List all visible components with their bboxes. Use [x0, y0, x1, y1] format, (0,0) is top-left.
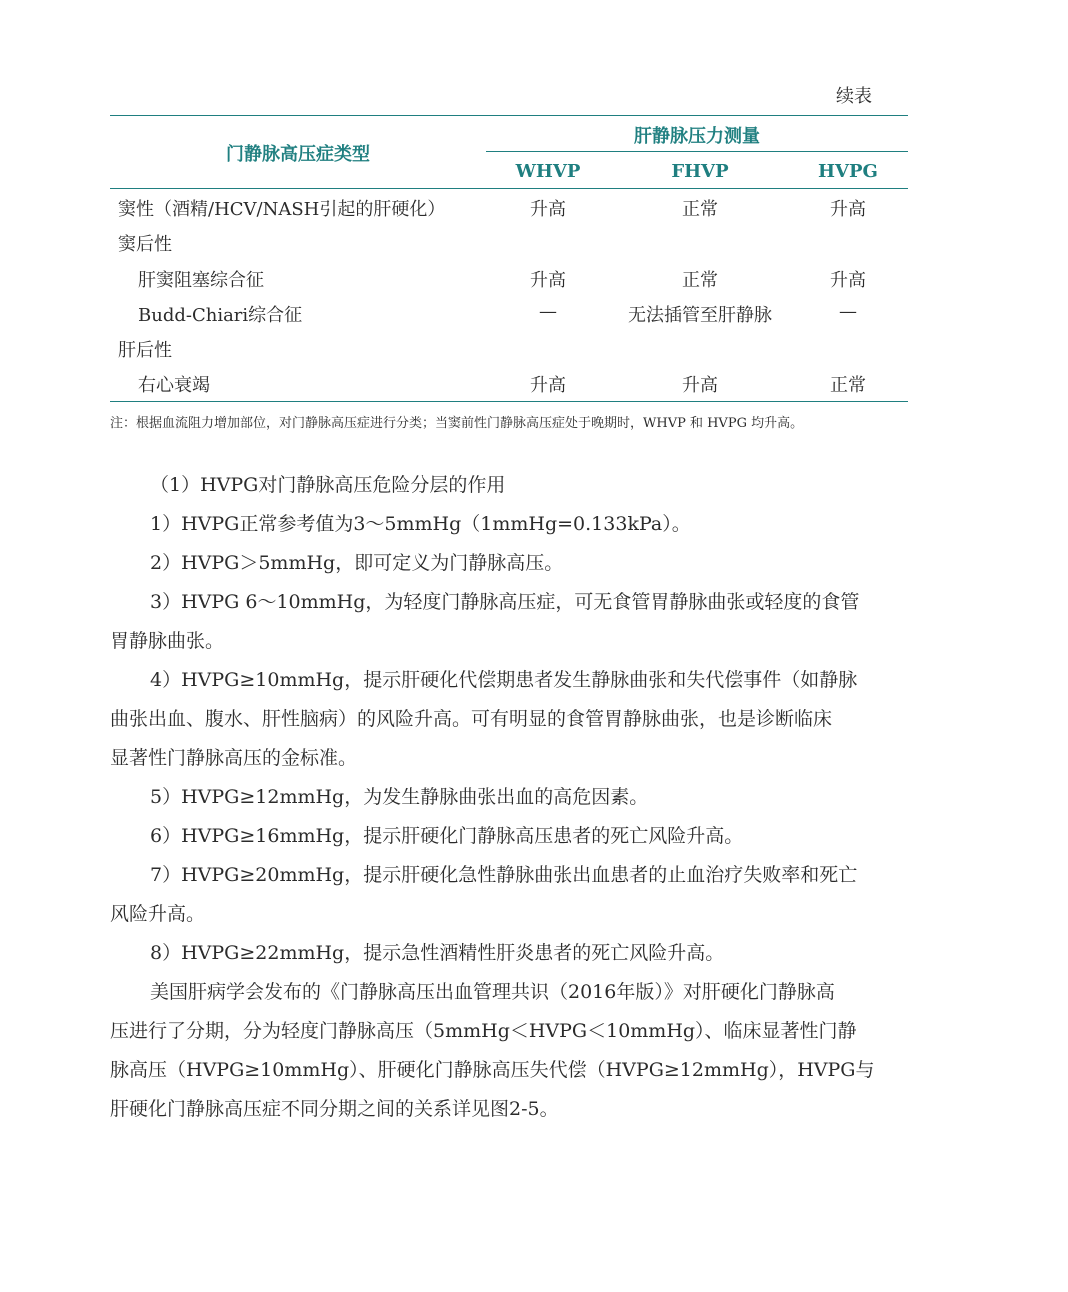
header-group: 肝静脉压力测量 — [634, 126, 760, 147]
paragraph-line: 脉高压（HVPG≥10mmHg）、肝硬化门静脉高压失代偿（HVPG≥12mmHg），HVPG与 — [110, 1059, 875, 1081]
paragraph-line: 6）HVPG≥16mmHg，提示肝硬化门静脉高压患者的死亡风险升高。 — [150, 825, 744, 847]
row-label: 肝后性 — [118, 340, 172, 362]
table-row — [110, 189, 908, 224]
cell-fhvp: 无法插管至肝静脉 — [628, 304, 772, 326]
paragraph-line: 胃静脉曲张。 — [110, 630, 225, 652]
table-bottom-rule — [110, 401, 908, 402]
row-label: 窦性（酒精/HCV/NASH引起的肝硬化） — [118, 199, 446, 220]
paragraph-line: 7）HVPG≥20mmHg，提示肝硬化急性静脉曲张出血患者的止血治疗失败率和死亡 — [150, 864, 858, 886]
header-col-hvpg: HVPG — [818, 161, 878, 182]
row-label: 窦后性 — [118, 234, 172, 256]
paragraph-line: 1）HVPG正常参考值为3～5mmHg（1mmHg=0.133kPa）。 — [150, 513, 691, 535]
row-label: 肝窦阻塞综合征 — [138, 269, 264, 291]
row-label: 右心衰竭 — [138, 375, 210, 397]
table-row — [110, 365, 908, 400]
paragraph — [110, 466, 910, 505]
header-col-whvp: WHVP — [515, 161, 581, 182]
row-label: Budd-Chiari综合征 — [138, 304, 303, 326]
paragraph — [110, 778, 910, 817]
cell-hvpg: 升高 — [830, 199, 866, 220]
header-type: 门静脉高压症类型 — [226, 144, 370, 165]
cell-hvpg: — — [839, 300, 857, 322]
cell-whvp: 升高 — [530, 269, 566, 291]
cell-hvpg: 正常 — [830, 375, 866, 397]
paragraph — [110, 934, 910, 973]
table-row — [110, 330, 908, 365]
table-note: 注：根据血流阻力增加部位，对门静脉高压症进行分类；当窦前性门静脉高压症处于晚期时，WHVP 和 HVPG 均升高。 — [110, 416, 804, 431]
cell-whvp: 升高 — [530, 375, 566, 397]
paragraph-line: 4）HVPG≥10mmHg，提示肝硬化代偿期患者发生静脉曲张和失代偿事件（如静脉 — [150, 669, 858, 691]
paragraph-line: 曲张出血、腹水、肝性脑病）的风险升高。可有明显的食管胃静脉曲张，也是诊断临床 — [110, 708, 833, 730]
paragraph — [110, 544, 910, 583]
header-col-fhvp: FHVP — [671, 161, 729, 182]
paragraph-line: 压进行了分期，分为轻度门静脉高压（5mmHg＜HVPG＜10mmHg）、临床显著性门静 — [110, 1020, 857, 1042]
hvpg-table — [110, 115, 908, 402]
cell-fhvp: 正常 — [682, 269, 718, 291]
table-row — [110, 224, 908, 259]
cell-fhvp: 正常 — [682, 199, 718, 220]
cell-whvp: — — [539, 300, 557, 322]
cell-fhvp: 升高 — [682, 375, 718, 397]
table-row — [110, 295, 908, 330]
paragraph-line: 3）HVPG 6～10mmHg，为轻度门静脉高压症，可无食管胃静脉曲张或轻度的食管 — [150, 591, 860, 613]
paragraph-line: 8）HVPG≥22mmHg，提示急性酒精性肝炎患者的死亡风险升高。 — [150, 942, 725, 964]
cell-hvpg: 升高 — [830, 269, 866, 291]
paragraph — [110, 856, 910, 934]
paragraph-line: （1）HVPG对门静脉高压危险分层的作用 — [150, 474, 506, 496]
paragraph-line: 2）HVPG＞5mmHg，即可定义为门静脉高压。 — [150, 552, 564, 574]
paragraph — [110, 505, 910, 544]
paragraph — [110, 973, 910, 1129]
paragraph-line: 5）HVPG≥12mmHg，为发生静脉曲张出血的高危因素。 — [150, 786, 649, 808]
paragraph-line: 显著性门静脉高压的金标准。 — [110, 747, 358, 769]
paragraph-line: 风险升高。 — [110, 903, 206, 925]
header-sub-rule — [486, 151, 908, 152]
paragraph — [110, 817, 910, 856]
paragraph-line: 美国肝病学会发布的《门静脉高压出血管理共识（2016年版）》对肝硬化门静脉高 — [150, 981, 835, 1003]
cell-whvp: 升高 — [530, 199, 566, 220]
continued-label: 续表 — [836, 86, 872, 107]
table-row — [110, 260, 908, 295]
paragraph — [110, 661, 910, 778]
table-body — [110, 188, 908, 401]
table-header — [110, 116, 908, 188]
paragraph — [110, 583, 910, 661]
paragraph-line: 肝硬化门静脉高压症不同分期之间的关系详见图2-5。 — [110, 1098, 559, 1120]
